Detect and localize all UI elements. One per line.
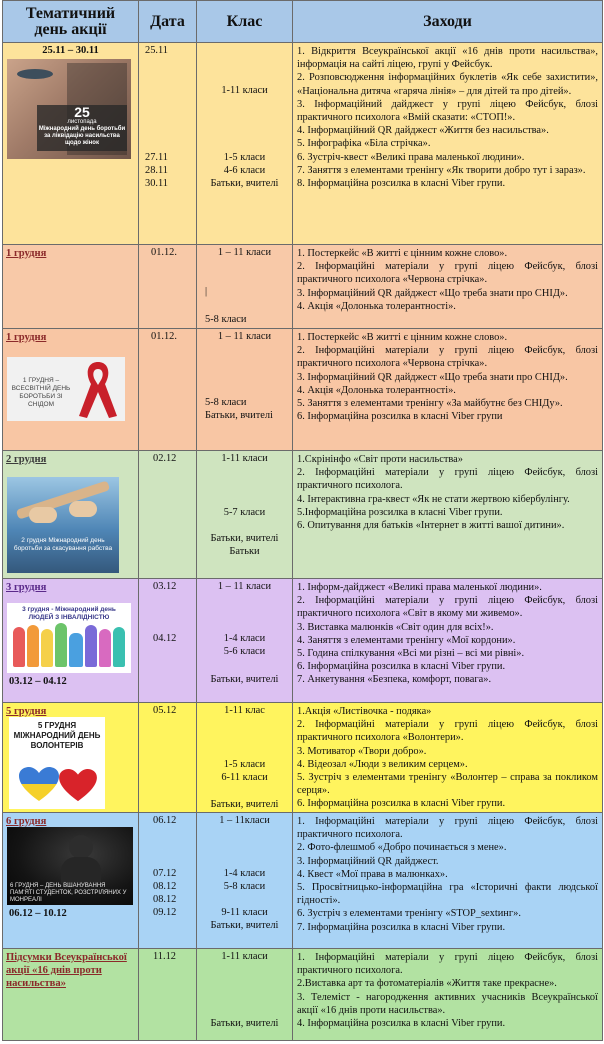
events-cell (293, 703, 603, 813)
header-date: Дата (139, 1, 197, 43)
event-item: 1. Відкриття Всеукраїнської акції «16 днів проти насильства», інформація на сайті ліцею, групі у Фейсбук. (297, 46, 598, 71)
class-value: Батьки, вчителі (205, 410, 273, 421)
class-cell (197, 579, 293, 703)
class-value: 5-8 класи (205, 397, 247, 408)
date-value: 08.12 (153, 894, 177, 905)
class-value: 5-6 класи (223, 646, 266, 657)
events-cell (293, 451, 603, 579)
day-cell (3, 703, 139, 813)
date-value: 09.12 (153, 907, 177, 918)
poster-number: 25 (74, 104, 90, 120)
poster-small: листопада (67, 119, 97, 125)
date-value: 03.12 (153, 581, 177, 592)
class-divider: | (205, 286, 208, 297)
event-item: 3. Інформаційний QR дайджест. (297, 855, 439, 867)
date-value: 27.11 (145, 152, 168, 163)
poster-caption: 6 ГРУДНЯ – ДЕНЬ ВШАНУВАННЯ ПАМ'ЯТІ СТУДЕНТОК, РОЗСТРІЛЯНИХ У МОНРЕАЛІ (10, 883, 127, 903)
event-item: 4. Заняття з елементами тренінгу «Мої кордони». (297, 634, 516, 646)
event-item: 3. Інформаційний QR дайджест «Що треба знати про СНІД». (297, 287, 568, 299)
events-list (293, 703, 602, 811)
event-item: 2. Інформаційні матеріали у групі ліцею Фейсбук, блозі практичного психолога «Червона стрічка». (297, 261, 598, 286)
event-item: 2. Фото-флешмоб «Добро починається з мене». (297, 842, 507, 854)
class-value: 1-4 класи (223, 633, 266, 644)
event-item: 4. Інтерактивна гра-квест «Як не стати жертвою кібербулінгу. (297, 493, 570, 505)
events-cell (293, 579, 603, 703)
day-label: 6 грудня (6, 816, 47, 827)
event-item: 2. Розповсюдження інформаційних буклетів «Як себе захистити», «Національна дитяча «гаряча лінія» – для дітей та про дітей». (297, 72, 598, 97)
date-cell (139, 245, 197, 329)
events-cell (293, 43, 603, 245)
date-cell (139, 579, 197, 703)
event-item: 1.Акція «Листівочка - подяка» (297, 706, 432, 717)
event-item: 4. Акція «Долонька толерантності». (297, 300, 456, 312)
event-item: 1. Інформаційні матеріали у групі ліцею Фейсбук, блозі практичного психолога. (297, 952, 598, 977)
day-range: 06.12 – 10.12 (9, 908, 67, 919)
events-table (2, 0, 603, 1041)
date-cell (139, 813, 197, 949)
header-row (3, 1, 603, 43)
table-row (3, 329, 603, 451)
date-value: 28.11 (145, 165, 168, 176)
class-value: 5-8 класи (223, 881, 266, 892)
header-day-line2: день акції (34, 20, 107, 38)
event-item: 5. Просвітницько-інформаційна гра «Історичні факти людської гідності». (297, 882, 598, 907)
event-item: 2. Інформаційні матеріали у групі ліцею Фейсбук, блозі практичного психолога «Червона стрічка». (297, 345, 598, 370)
class-value: 1-4 класи (223, 868, 266, 879)
class-value: 1 – 11 класи (217, 581, 272, 592)
class-value: 5-8 класи (205, 314, 247, 325)
event-item: 6. Зустріч з елементами тренінгу «STOP_sextинг». (297, 908, 521, 920)
event-item: 1. Інформ-дайджест «Великі права маленької людини». (297, 582, 542, 593)
table-row (3, 703, 603, 813)
poster-volunteers-image (9, 717, 105, 809)
event-item: 1. Постеркейс «В житті є цінним кожне слово». (297, 332, 508, 343)
class-value: 4-6 класи (223, 165, 266, 176)
date-cell (139, 451, 197, 579)
date-value: 08.12 (153, 881, 177, 892)
event-item: 5. Інфографіка «Біла стрічка». (297, 138, 431, 150)
event-item: 6. Зустріч-квест «Великі права маленької людини». (297, 151, 525, 163)
poster-slavery-image (7, 477, 119, 573)
events-list (293, 329, 602, 423)
day-label: 1 грудня (6, 332, 47, 343)
poster-montreal-image (7, 827, 133, 905)
class-value: 1 – 11класи (219, 815, 270, 826)
event-item: 3. Інформаційний дайджест у групі ліцею Фейсбук, блозі практичного психолога «Вмій сказати: «СТОП!». (297, 98, 598, 124)
day-range: 25.11 – 30.11 (42, 45, 99, 56)
day-cell (3, 579, 139, 703)
events-list (293, 43, 602, 190)
class-value: Батьки, вчителі (210, 533, 279, 544)
class-value: 1-11 класи (221, 951, 268, 962)
events-list (293, 949, 602, 1030)
event-item: 2. Інформаційні матеріали у групі ліцею Фейсбук, блозі практичного психолога «Волонтери». (297, 719, 598, 744)
ukraine-heart-icon (19, 767, 59, 803)
date-cell (139, 949, 197, 1041)
class-cell (197, 43, 293, 245)
events-list (293, 245, 602, 313)
event-item: 4. Інформаційний QR дайджест «Життя без насильства». (297, 125, 549, 137)
date-value: 25.11 (145, 45, 168, 56)
date-value: 30.11 (145, 178, 168, 189)
events-cell (293, 245, 603, 329)
class-value: 1-11 клас (224, 705, 265, 716)
event-item: 1. Постеркейс «В житті є цінним кожне слово». (297, 248, 508, 259)
day-label: 1 грудня (6, 248, 47, 259)
date-value: 11.12 (153, 951, 176, 962)
event-item: 4. Квест «Мої права в малюнках». (297, 868, 448, 880)
date-cell (139, 703, 197, 813)
date-value: 01.12. (151, 331, 177, 342)
table-row (3, 43, 603, 245)
class-value: 1 – 11 класи (217, 247, 272, 258)
red-ribbon-icon (73, 358, 123, 420)
event-item: 7. Анкетування «Безпека, комфорт, повага». (297, 674, 492, 686)
day-label: 3 грудня (6, 582, 47, 593)
class-value: Батьки, вчителі (210, 178, 279, 189)
class-cell (197, 245, 293, 329)
date-cell (139, 43, 197, 245)
poster-disability-image (7, 603, 131, 673)
class-cell (197, 451, 293, 579)
event-item: 3. Виставка малюнків «Світ один для всіх!». (297, 621, 494, 633)
events-list (293, 813, 602, 934)
event-item: 7. Заняття з елементами тренінгу «Як творити добро тут і зараз». (297, 164, 586, 176)
header-day-line1: Тематичний (25, 4, 116, 22)
events-list (293, 451, 602, 532)
poster-caption: 3 грудня - Міжнародний день ЛЮДЕЙ З ІНВАЛІДНІСТЮ (22, 606, 116, 621)
header-class: Клас (197, 1, 293, 43)
class-value: 6-11 класи (221, 772, 268, 783)
event-item: 3. Телеміст - нагородження активних учасників Всеукраїнської акції «16 днів проти насильства». (297, 991, 598, 1016)
event-item: 3. Інформаційний QR дайджест «Що треба знати про СНІД». (297, 371, 568, 383)
class-value: 1-11 класи (221, 453, 268, 464)
class-value: 5-7 класи (223, 507, 266, 518)
event-item: 4. Акція «Долонька толерантності». (297, 384, 456, 396)
table-row (3, 451, 603, 579)
poster-caption: 5 ГРУДНЯ МІЖНАРОДНИЙ ДЕНЬ ВОЛОНТЕРІВ (13, 721, 101, 750)
day-label: 5 грудня (6, 706, 47, 717)
event-item: 5. Зустріч з елементами тренінгу «Волонтер – справа за покликом серця». (297, 772, 598, 797)
red-heart-icon (59, 769, 97, 803)
table-row (3, 949, 603, 1041)
class-cell (197, 329, 293, 451)
table-row (3, 245, 603, 329)
event-item: 5. Година спілкування «Всі ми різні – всі ми рівні». (297, 648, 525, 660)
class-value: Батьки, вчителі (210, 799, 279, 810)
event-item: 2. Інформаційні матеріали у групі ліцею Фейсбук, блозі практичного психолога. (297, 467, 598, 492)
table-row (3, 813, 603, 949)
date-value: 04.12 (153, 633, 177, 644)
poster-violence-image (7, 59, 131, 159)
date-value: 06.12 (153, 815, 177, 826)
events-list (293, 579, 602, 687)
day-cell (3, 949, 139, 1041)
class-value: Батьки, вчителі (210, 674, 279, 685)
class-value: 1-11 класи (221, 85, 268, 96)
poster-caption: 2 грудня Міжнародний день боротьби за скасування рабства (13, 537, 113, 552)
day-cell (3, 451, 139, 579)
class-value: 1-5 класи (223, 759, 266, 770)
events-cell (293, 949, 603, 1041)
poster-caption: Міжнародний день боротьби за ліквідацію насильства щодо жінок (38, 126, 126, 146)
event-item: 4. Інформаційна розсилка в класні Viber групи. (297, 1018, 506, 1030)
date-value: 02.12 (153, 453, 177, 464)
header-events: Заходи (293, 1, 603, 43)
class-value: Батьки, вчителі (210, 920, 279, 931)
events-cell (293, 329, 603, 451)
day-cell (3, 43, 139, 245)
date-value: 07.12 (153, 868, 177, 879)
event-item: 6. Інформаційна розсилка в класні Viber групи. (297, 661, 506, 673)
event-item: 4. Відеозал «Люди з великим серцем». (297, 758, 468, 770)
event-item: 6. Інформаційна розсилка в класні Viber групи (297, 411, 503, 423)
class-value: Батьки, вчителі (210, 1018, 279, 1029)
event-item: 6. Опитування для батьків «Інтернет в житті вашої дитини». (297, 520, 565, 532)
event-item: 3. Мотиватор «Твори добро». (297, 745, 427, 757)
header-day (3, 1, 139, 43)
event-item: 2. Інформаційні матеріали у групі ліцею Фейсбук, блозі практичного психолога «Світ в якому ми живемо». (297, 595, 598, 620)
event-item: 2.Виставка арт та фотоматеріалів «Життя таке прекрасне». (297, 978, 557, 990)
event-item: 1.Скрінінфо «Світ проти насильства» (297, 454, 463, 465)
table-row (3, 579, 603, 703)
poster-caption: 1 ГРУДНЯ – ВСЕСВІТНІЙ ДЕНЬ БОРОТЬБИ ЗІ СНІДОМ (11, 377, 71, 408)
class-cell (197, 813, 293, 949)
event-item: 8. Інформаційна розсилка в класні Viber групи. (297, 178, 506, 190)
event-item: 7. Інформаційна розсилка в класні Viber групи. (297, 921, 506, 933)
class-value: 1-5 класи (223, 152, 266, 163)
event-item: 1. Інформаційні матеріали у групі ліцею Фейсбук, блозі практичного психолога. (297, 816, 598, 841)
class-cell (197, 703, 293, 813)
day-label: 2 грудня (6, 454, 47, 465)
day-cell (3, 245, 139, 329)
event-item: 6. Інформаційна розсилка в класні Viber групи. (297, 798, 506, 810)
day-range: 03.12 – 04.12 (9, 676, 67, 687)
event-item: 5.Інформаційна розсилка в класні Viber групи. (297, 506, 503, 518)
day-cell (3, 329, 139, 451)
day-cell (3, 813, 139, 949)
class-value: 1 – 11 класи (217, 331, 272, 342)
date-cell (139, 329, 197, 451)
date-value: 01.12. (151, 247, 177, 258)
class-value: 9-11 класи (221, 907, 268, 918)
event-item: 5. Заняття з елементами тренінгу «За майбутнє без СНІДу». (297, 398, 563, 410)
date-value: 05.12 (153, 705, 177, 716)
poster-aids-image (7, 357, 125, 421)
class-value: Батьки (229, 546, 260, 557)
events-cell (293, 813, 603, 949)
summary-label: Підсумки Всеукраїнської акції «16 днів проти насильства» (6, 952, 127, 989)
class-cell (197, 949, 293, 1041)
